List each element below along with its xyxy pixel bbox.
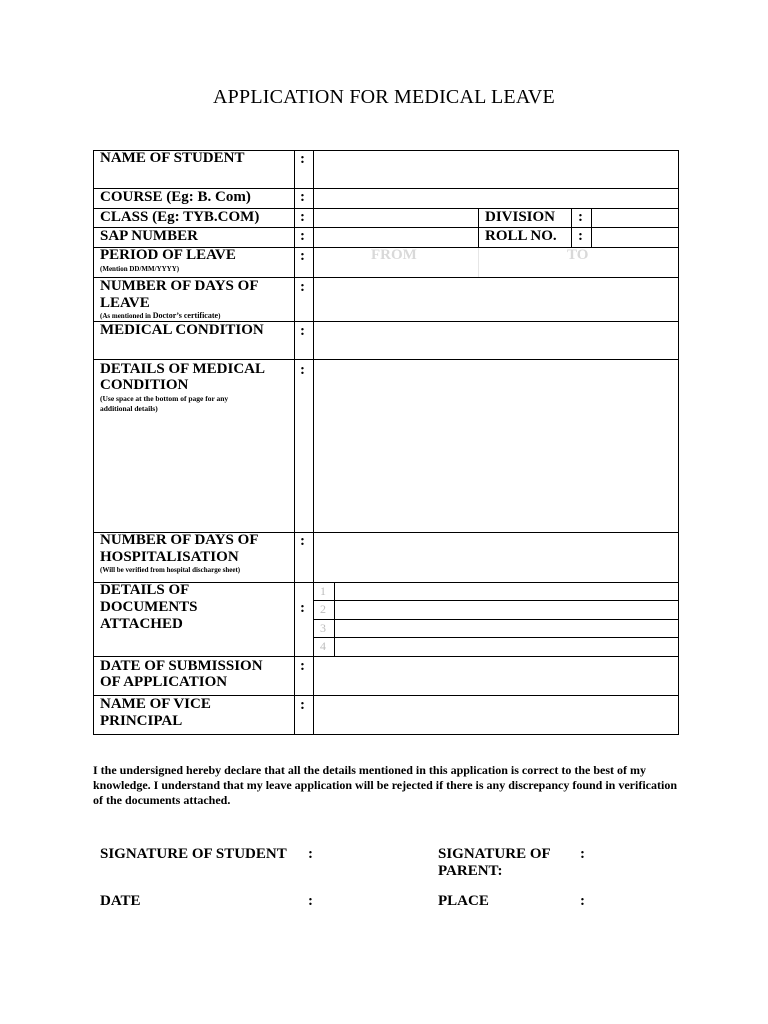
label-period-of-leave: PERIOD OF LEAVE — [100, 247, 236, 263]
label-details-medical-condition: DETAILS OF MEDICAL — [100, 361, 266, 377]
table-border-bottom — [93, 734, 679, 735]
colon: : — [300, 658, 305, 674]
table-border-left — [93, 150, 94, 735]
colon: : — [300, 600, 305, 616]
document-number-2: 2 — [320, 602, 326, 616]
label-documents-line3: ATTACHED — [100, 616, 183, 632]
label-class: CLASS (Eg: TYB.COM) — [100, 209, 260, 225]
colon: : — [300, 362, 305, 378]
medical-condition-field[interactable] — [314, 322, 678, 359]
label-signature-student: SIGNATURE OF STUDENT — [100, 846, 287, 862]
name-of-student-field[interactable] — [314, 151, 678, 188]
table-border-right — [678, 150, 679, 735]
document-number-3: 3 — [320, 621, 326, 635]
to-placeholder: TO — [567, 247, 589, 263]
label-course: COURSE (Eg: B. Com) — [100, 189, 251, 205]
colon: : — [300, 209, 305, 225]
label-days-of-leave: NUMBER OF DAYS OF — [100, 278, 259, 294]
label-days-of-hospitalisation: NUMBER OF DAYS OF — [100, 532, 259, 548]
days-of-leave-field[interactable] — [314, 278, 678, 321]
course-field[interactable] — [314, 189, 678, 208]
colon: : — [308, 846, 313, 862]
sap-number-field[interactable] — [314, 228, 478, 247]
document-field-3[interactable] — [335, 620, 678, 637]
note-doctor-certificate: Doctor’s certificate — [152, 311, 219, 320]
document-field-4[interactable] — [335, 638, 678, 656]
vice-principal-field[interactable] — [314, 696, 678, 734]
label-days-of-hospitalisation-line2: HOSPITALISATION — [100, 549, 239, 565]
colon: : — [578, 209, 583, 225]
label-roll-no: ROLL NO. — [485, 228, 557, 244]
label-vice-principal-line2: PRINCIPAL — [100, 713, 183, 729]
form-title: APPLICATION FOR MEDICAL LEAVE — [213, 86, 555, 108]
roll-no-field[interactable] — [592, 228, 678, 247]
note-suffix: ) — [218, 312, 221, 320]
label-details-medical-condition-line2: CONDITION — [100, 377, 189, 393]
colon: : — [578, 228, 583, 244]
label-documents: DETAILS OF — [100, 582, 190, 598]
label-date: DATE — [100, 893, 141, 909]
colon: : — [308, 893, 313, 909]
days-of-leave-note — [100, 311, 220, 321]
details-medical-note-line2: additional details) — [100, 404, 158, 413]
class-field[interactable] — [314, 209, 478, 227]
label-vice-principal: NAME OF VICE — [100, 696, 211, 712]
label-sap-number: SAP NUMBER — [100, 228, 198, 244]
label-days-of-leave-line2: LEAVE — [100, 295, 150, 311]
colon: : — [300, 189, 305, 205]
colon: : — [300, 279, 305, 295]
label-division: DIVISION — [485, 209, 556, 225]
from-date-field[interactable] — [314, 248, 478, 277]
colon: : — [300, 248, 305, 264]
label-signature-parent-line2: PARENT: — [438, 863, 503, 879]
colon: : — [300, 697, 305, 713]
document-field-1[interactable] — [335, 583, 678, 600]
colon: : — [300, 533, 305, 549]
division-field[interactable] — [592, 209, 678, 227]
details-medical-condition-field[interactable] — [314, 360, 678, 532]
colon: : — [300, 151, 305, 167]
colon: : — [300, 323, 305, 339]
from-placeholder: FROM — [371, 247, 417, 263]
label-name-of-student: NAME OF STUDENT — [100, 150, 245, 166]
days-of-hospitalisation-note: (Will be verified from hospital discharge sheet) — [100, 566, 241, 574]
label-date-of-submission-line2: OF APPLICATION — [100, 674, 228, 690]
days-of-hospitalisation-field[interactable] — [314, 533, 678, 582]
table-divider-label — [294, 150, 295, 735]
label-signature-parent: SIGNATURE OF — [438, 846, 551, 862]
label-date-of-submission: DATE OF SUBMISSION — [100, 658, 263, 674]
label-documents-line2: DOCUMENTS — [100, 599, 198, 615]
colon: : — [300, 228, 305, 244]
details-medical-note: (Use space at the bottom of page for any — [100, 394, 229, 403]
document-field-2[interactable] — [335, 601, 678, 619]
document-number-4: 4 — [320, 639, 326, 653]
period-of-leave-note: (Mention DD/MM/YYYY) — [100, 265, 180, 273]
colon: : — [580, 846, 585, 862]
date-of-submission-field[interactable] — [314, 657, 678, 695]
colon: : — [580, 893, 585, 909]
label-place: PLACE — [438, 893, 489, 909]
label-medical-condition: MEDICAL CONDITION — [100, 322, 264, 338]
to-date-field[interactable] — [479, 248, 678, 277]
note-prefix: (As mentioned in — [100, 312, 153, 320]
declaration-text: I the undersigned hereby declare that all the details mentioned in this application is correct to the best of my knowledge. I understand that my leave application will be rejected if there is any discrepancy found in verification of the documents attached. — [93, 763, 677, 807]
document-number-1: 1 — [320, 584, 326, 598]
